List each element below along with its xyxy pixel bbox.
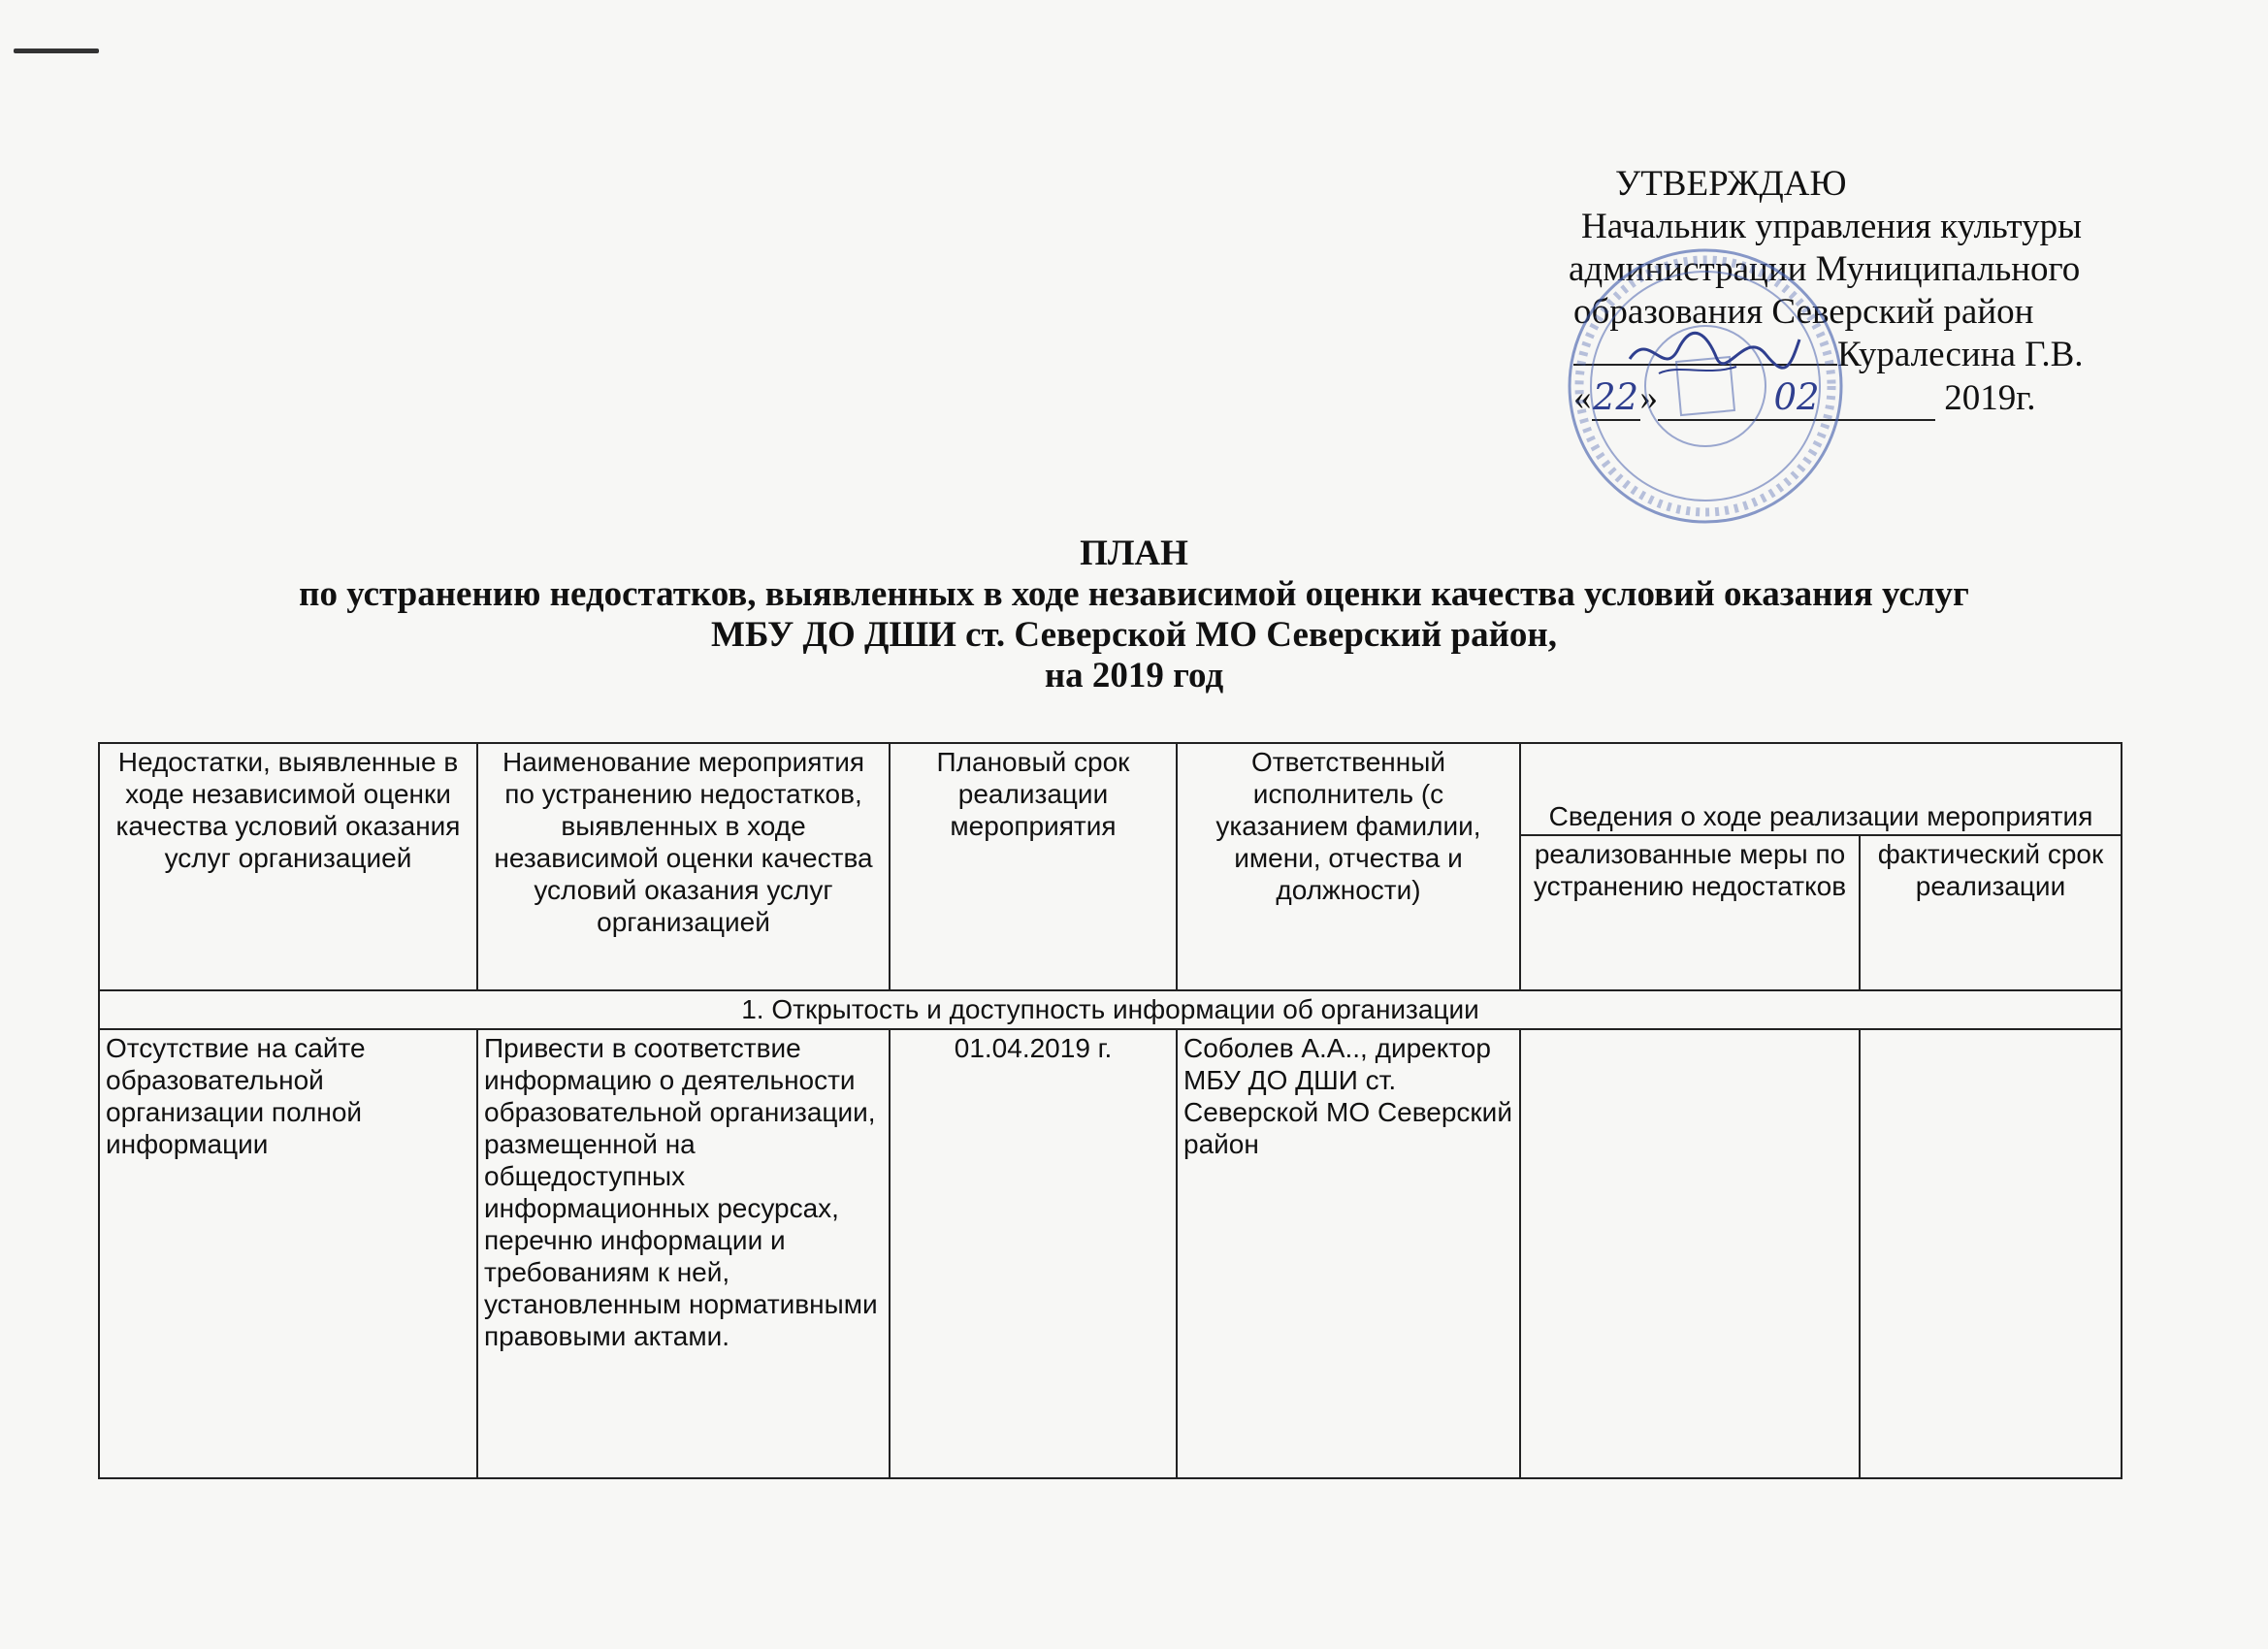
approval-position-line3: образования Северский район bbox=[1573, 292, 2034, 332]
header-measures-done: реализованные меры по устранению недостатков bbox=[1520, 835, 1860, 990]
header-measure: Наименование мероприятия по устранению недостатков, выявленных в ходе независимой оценки качества условий оказания услуг организацией bbox=[477, 743, 890, 990]
handwritten-signature bbox=[1620, 320, 1804, 388]
header-planned-deadline: Плановый срок реализации мероприятия bbox=[890, 743, 1177, 990]
section-title: 1. Открытость и доступность информации об организации bbox=[99, 990, 2122, 1029]
cell-deadline: 01.04.2019 г. bbox=[890, 1029, 1177, 1478]
title-plan: ПЛАН bbox=[1080, 534, 1188, 573]
cell-deficiency: Отсутствие на сайте образовательной организации полной информации bbox=[99, 1029, 477, 1478]
date-close-quote: » bbox=[1639, 378, 1658, 418]
title-organization: МБУ ДО ДШИ ст. Северской МО Северский район, bbox=[711, 615, 1557, 655]
header-actual-date: фактический срок реализации bbox=[1860, 835, 2122, 990]
date-month: 02 bbox=[1658, 376, 1935, 421]
header-deficiency: Недостатки, выявленные в ходе независимой оценки качества условий оказания услуг организацией bbox=[99, 743, 477, 990]
section-row bbox=[99, 990, 2122, 1029]
approval-signer: Куралесина Г.В. bbox=[1837, 335, 2084, 374]
table-row bbox=[99, 1029, 2122, 1478]
approval-heading: УТВЕРЖДАЮ bbox=[1615, 164, 1847, 204]
date-day: 22 bbox=[1592, 376, 1640, 421]
plan-table bbox=[98, 742, 2122, 1479]
approval-position-line2: администрации Муниципального bbox=[1569, 249, 2081, 289]
header-progress: Сведения о ходе реализации мероприятия bbox=[1520, 743, 2122, 835]
approval-position-line1: Начальник управления культуры bbox=[1581, 207, 2082, 246]
cell-measure: Привести в соответствие информацию о деятельности образовательной организации, размещенной на общедоступных информационных ресурсах, перечню информации и требованиям к ней, установленным нормативными правовыми актами. bbox=[477, 1029, 890, 1478]
date-year: 2019г. bbox=[1944, 378, 2036, 418]
header-responsible: Ответственный исполнитель (с указанием фамилии, имени, отчества и должности) bbox=[1177, 743, 1520, 990]
cell-actual-date bbox=[1860, 1029, 2122, 1478]
cell-responsible: Соболев А.А.., директор МБУ ДО ДШИ ст. Северской МО Северский район bbox=[1177, 1029, 1520, 1478]
title-year: на 2019 год bbox=[1044, 656, 1224, 695]
cell-measures-done bbox=[1520, 1029, 1860, 1478]
date-open-quote: « bbox=[1573, 378, 1592, 418]
document-title bbox=[0, 534, 2268, 696]
scan-mark bbox=[14, 48, 99, 53]
table-header-row bbox=[99, 743, 2122, 835]
title-subject: по устранению недостатков, выявленных в ходе независимой оценки качества условий оказания услуг bbox=[299, 574, 1969, 614]
